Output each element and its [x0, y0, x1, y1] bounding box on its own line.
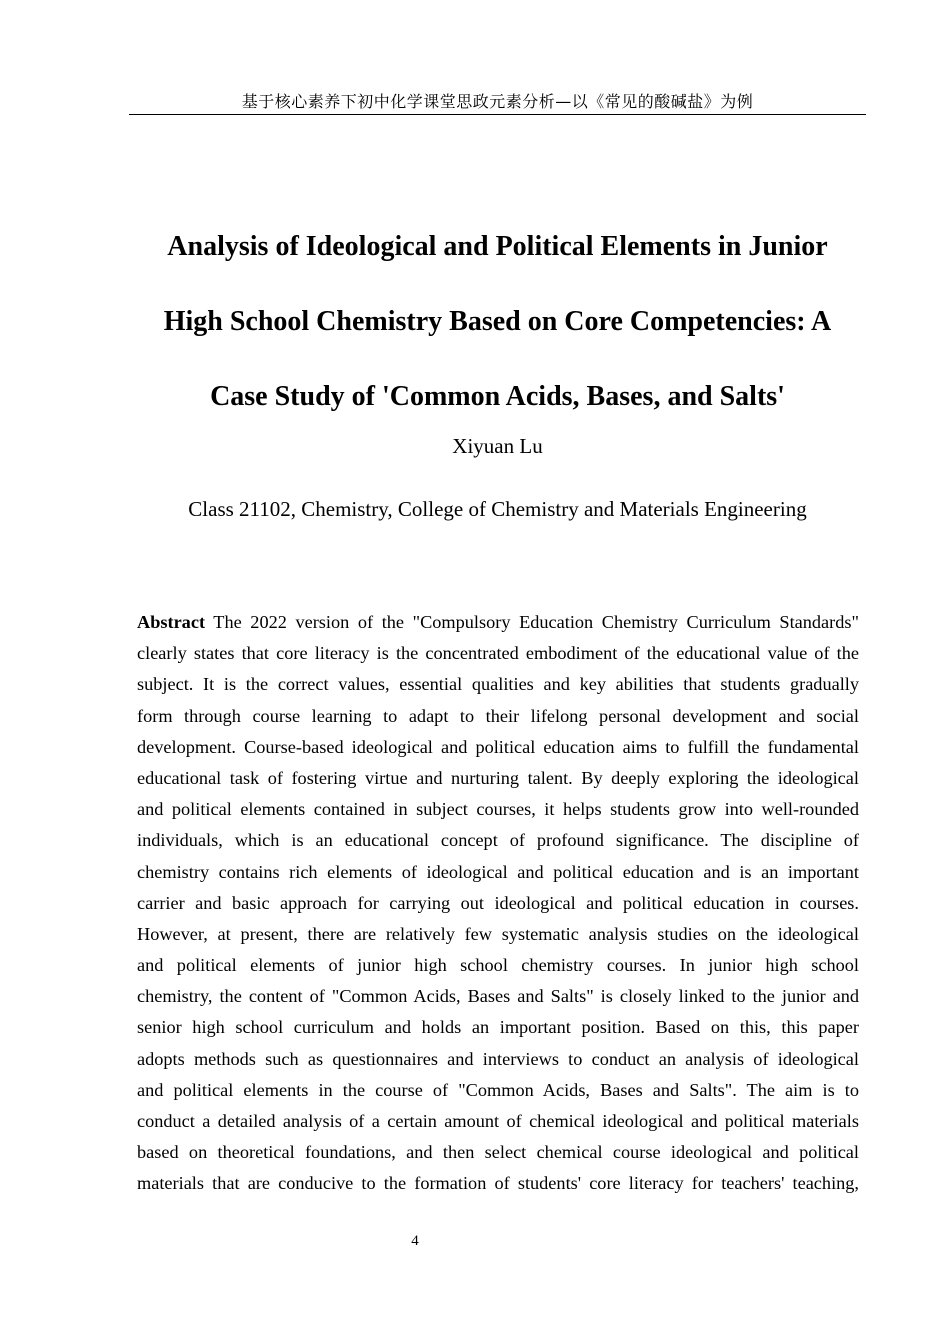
abstract-line: materials that are conducive to the formation of students' core literacy for teachers' teaching,	[137, 1173, 859, 1194]
abstract-text: The 2022 version of the "Compulsory Education Chemistry Curriculum Standards"	[213, 612, 859, 632]
abstract-line: form through course learning to adapt to their lifelong personal development and social	[137, 705, 859, 726]
page-number: 4	[411, 1233, 419, 1249]
abstract-line: based on theoretical foundations, and then select chemical course ideological and political	[137, 1142, 859, 1163]
abstract-line: subject. It is the correct values, essential qualities and key abilities that students gradually	[137, 674, 859, 695]
abstract-line: carrier and basic approach for carrying out ideological and political education in courses.	[137, 892, 859, 913]
running-header: 基于核心素养下初中化学课堂思政元素分析—以《常见的酸碱盐》为例	[129, 92, 866, 115]
abstract-line: adopts methods such as questionnaires and interviews to conduct an analysis of ideological	[137, 1048, 859, 1069]
abstract-line: and political elements in the course of "Common Acids, Bases and Salts". The aim is to	[137, 1079, 859, 1100]
abstract-line: development. Course-based ideological and political education aims to fulfill the fundamental	[137, 736, 859, 757]
author-name: Xiyuan Lu	[452, 434, 543, 458]
paper-title-line: Analysis of Ideological and Political Elements in Junior	[167, 231, 828, 262]
paper-title-line: Case Study of 'Common Acids, Bases, and Salts'	[210, 381, 785, 412]
abstract-line: educational task of fostering virtue and nurturing talent. By deeply exploring the ideological	[137, 767, 859, 788]
author-affiliation: Class 21102, Chemistry, College of Chemistry and Materials Engineering	[188, 497, 807, 521]
paper-title-line: High School Chemistry Based on Core Competencies: A	[163, 306, 832, 337]
abstract-line: and political elements of junior high school chemistry courses. In junior high school	[137, 955, 859, 976]
abstract-line	[137, 607, 859, 638]
abstract-line: clearly states that core literacy is the concentrated embodiment of the educational value of the	[137, 643, 859, 664]
abstract-line: conduct a detailed analysis of a certain amount of chemical ideological and political materials	[137, 1111, 859, 1131]
abstract-line: However, at present, there are relatively few systematic analysis studies on the ideological	[137, 923, 859, 944]
abstract-line: chemistry, the content of "Common Acids, Bases and Salts" is closely linked to the junior and	[137, 986, 859, 1007]
abstract-line: senior high school curriculum and holds an important position. Based on this, this paper	[137, 1017, 859, 1038]
abstract-label: Abstract	[137, 612, 206, 632]
paper-title	[130, 209, 865, 434]
abstract-line: individuals, which is an educational concept of profound significance. The discipline of	[137, 830, 859, 851]
abstract-line: and political elements contained in subject courses, it helps students grow into well-rounded	[137, 799, 859, 820]
abstract	[137, 607, 859, 1200]
abstract-line: chemistry contains rich elements of ideological and political education and is an important	[137, 861, 859, 882]
